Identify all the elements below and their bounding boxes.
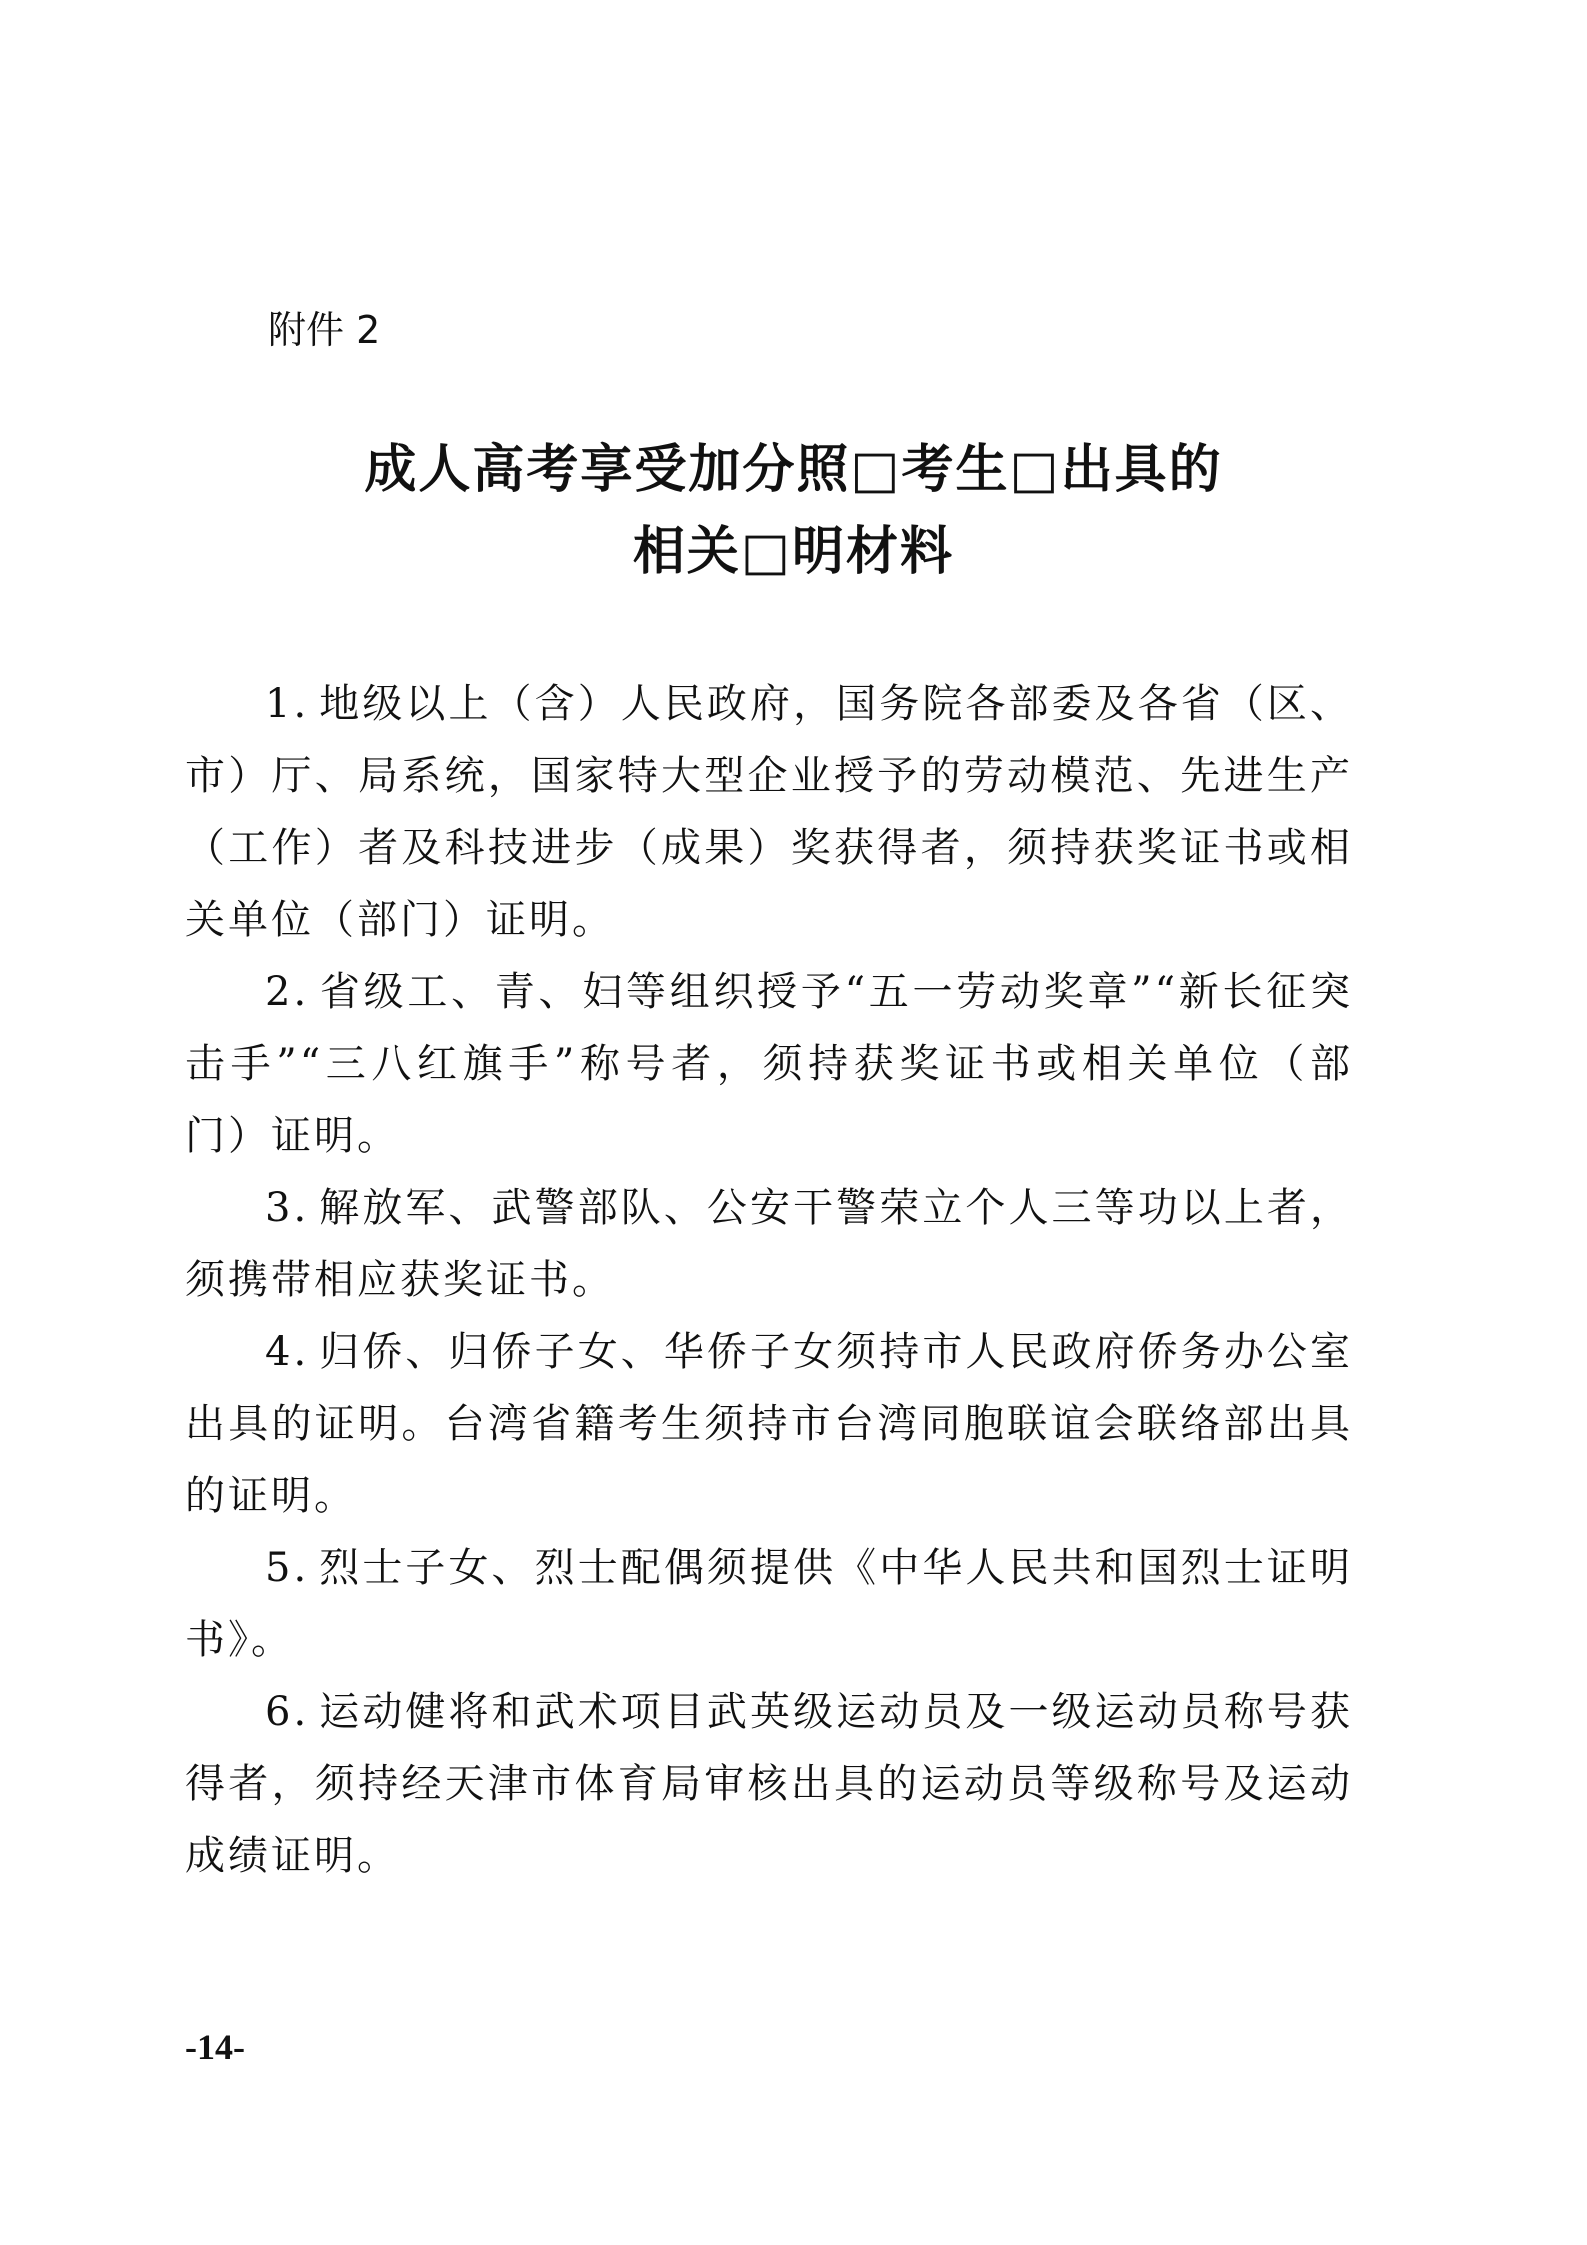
item-number: 5. [265,1545,310,1591]
item-text: 运动健将和武术项目武英级运动员及一级运动员称号获得者，须持经天津市体育局审核出具的运动员等级称号及运动成绩证明。 [185,1689,1353,1879]
item-text: 地级以上（含）人民政府，国务院各部委及各省（区、市）厅、局系统，国家特大型企业授予的劳动模范、先进生产（工作）者及科技进步（成果）奖获得者，须持获奖证书或相关单位（部门）证明。 [185,681,1353,943]
item-number: 4. [265,1329,310,1375]
list-item [185,1172,1353,1316]
item-text: 烈士子女、烈士配偶须提供《中华人民共和国烈士证明书》。 [185,1545,1353,1663]
item-text: 省级工、青、妇等组织授予“五一劳动奖章”“新长征突击手”“三八红旗手”称号者，须持获奖证书或相关单位（部门）证明。 [185,969,1353,1159]
document-title-line-1: 成人高考享受加分照□考生□出具的 [364,440,1223,500]
list-item [185,668,1353,956]
attachment-label: 附件 2 [268,308,381,352]
item-text: 解放军、武警部队、公安干警荣立个人三等功以上者，须携带相应获奖证书。 [185,1185,1353,1303]
list-item [185,1532,1353,1676]
document-title-line-2: 相关□明材料 [632,522,955,582]
item-number: 2. [265,969,310,1015]
list-item [185,956,1353,1172]
item-number: 3. [265,1185,310,1231]
item-text: 归侨、归侨子女、华侨子女须持市人民政府侨务办公室出具的证明。台湾省籍考生须持市台湾同胞联谊会联络部出具的证明。 [185,1329,1353,1519]
document-body [185,668,1353,1892]
list-item [185,1316,1353,1532]
list-item [185,1676,1353,1892]
item-number: 1. [265,681,310,727]
page-number: -14- [185,2027,245,2067]
item-number: 6. [265,1689,310,1735]
